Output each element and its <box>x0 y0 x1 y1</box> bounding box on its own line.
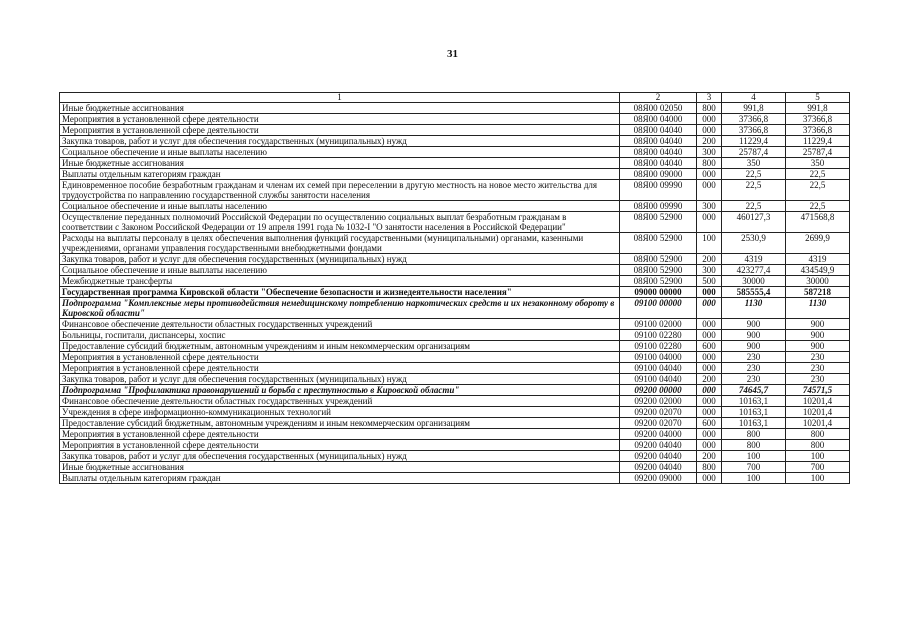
row-code: 08Я00 09000 <box>620 169 697 180</box>
row-name: Государственная программа Кировской области "Обеспечение безопасности и жизнедеятельности населения" <box>60 287 620 298</box>
row-value-2: 471568,8 <box>786 212 850 233</box>
table-row <box>60 298 850 319</box>
row-value-2: 11229,4 <box>786 136 850 147</box>
row-code: 08Я00 52900 <box>620 276 697 287</box>
row-kvr: 200 <box>697 451 722 462</box>
row-code: 09200 02070 <box>620 418 697 429</box>
table-row <box>60 440 850 451</box>
row-name: Иные бюджетные ассигнования <box>60 103 620 114</box>
row-value-2: 230 <box>786 363 850 374</box>
page-number: 31 <box>447 48 458 60</box>
row-code: 09100 04040 <box>620 363 697 374</box>
row-value-2: 4319 <box>786 254 850 265</box>
row-code: 08Я00 04040 <box>620 158 697 169</box>
row-value-1: 22,5 <box>722 180 786 201</box>
row-value-2: 100 <box>786 451 850 462</box>
row-kvr: 100 <box>697 233 722 254</box>
table-row <box>60 462 850 473</box>
row-kvr: 000 <box>697 125 722 136</box>
row-value-2: 991,8 <box>786 103 850 114</box>
row-kvr: 000 <box>697 169 722 180</box>
table-row <box>60 385 850 396</box>
row-code: 08Я00 09990 <box>620 180 697 201</box>
row-kvr: 000 <box>697 287 722 298</box>
row-code: 09100 00000 <box>620 298 697 319</box>
row-name: Социальное обеспечение и иные выплаты населению <box>60 147 620 158</box>
header-col-2: 2 <box>620 93 697 103</box>
row-code: 08Я00 52900 <box>620 233 697 254</box>
row-value-2: 10201,4 <box>786 418 850 429</box>
row-value-1: 800 <box>722 440 786 451</box>
header-col-4: 4 <box>722 93 786 103</box>
row-value-2: 100 <box>786 473 850 484</box>
row-kvr: 000 <box>697 396 722 407</box>
row-kvr: 000 <box>697 180 722 201</box>
header-col-5: 5 <box>786 93 850 103</box>
row-name: Социальное обеспечение и иные выплаты населению <box>60 201 620 212</box>
table-row <box>60 319 850 330</box>
row-name: Мероприятия в установленной сфере деятельности <box>60 363 620 374</box>
table-row <box>60 212 850 233</box>
table-body <box>60 103 850 484</box>
row-value-2: 22,5 <box>786 180 850 201</box>
row-value-1: 230 <box>722 352 786 363</box>
row-name: Финансовое обеспечение деятельности областных государственных учреждений <box>60 319 620 330</box>
row-value-1: 230 <box>722 363 786 374</box>
row-kvr: 000 <box>697 298 722 319</box>
row-value-1: 10163,1 <box>722 418 786 429</box>
row-value-1: 350 <box>722 158 786 169</box>
table-row <box>60 233 850 254</box>
row-name: Мероприятия в установленной сфере деятельности <box>60 352 620 363</box>
row-kvr: 000 <box>697 440 722 451</box>
row-name: Мероприятия в установленной сфере деятельности <box>60 429 620 440</box>
row-value-2: 22,5 <box>786 201 850 212</box>
row-value-2: 350 <box>786 158 850 169</box>
row-value-1: 230 <box>722 374 786 385</box>
row-name: Закупка товаров, работ и услуг для обеспечения государственных (муниципальных) нужд <box>60 451 620 462</box>
row-code: 09100 02000 <box>620 319 697 330</box>
row-kvr: 000 <box>697 212 722 233</box>
row-code: 09200 00000 <box>620 385 697 396</box>
row-value-2: 22,5 <box>786 169 850 180</box>
row-code: 09100 02280 <box>620 330 697 341</box>
row-value-1: 10163,1 <box>722 396 786 407</box>
row-value-2: 30000 <box>786 276 850 287</box>
row-name: Мероприятия в установленной сфере деятельности <box>60 440 620 451</box>
row-value-1: 100 <box>722 473 786 484</box>
row-kvr: 000 <box>697 114 722 125</box>
row-value-2: 434549,9 <box>786 265 850 276</box>
row-value-2: 900 <box>786 330 850 341</box>
row-name: Межбюджетные трансферты <box>60 276 620 287</box>
row-name: Закупка товаров, работ и услуг для обеспечения государственных (муниципальных) нужд <box>60 374 620 385</box>
row-value-1: 460127,3 <box>722 212 786 233</box>
table-row <box>60 396 850 407</box>
table-row <box>60 125 850 136</box>
table-row <box>60 341 850 352</box>
row-value-2: 800 <box>786 429 850 440</box>
row-value-1: 22,5 <box>722 201 786 212</box>
row-value-2: 800 <box>786 440 850 451</box>
row-name: Больницы, госпитали, диспансеры, хоспис <box>60 330 620 341</box>
row-name: Учреждения в сфере информационно-коммуникационных технологий <box>60 407 620 418</box>
table-row <box>60 169 850 180</box>
row-kvr: 800 <box>697 158 722 169</box>
row-value-1: 900 <box>722 319 786 330</box>
row-kvr: 500 <box>697 276 722 287</box>
row-code: 09200 04040 <box>620 440 697 451</box>
row-value-2: 25787,4 <box>786 147 850 158</box>
table-row <box>60 180 850 201</box>
row-value-1: 4319 <box>722 254 786 265</box>
row-kvr: 000 <box>697 319 722 330</box>
row-name: Мероприятия в установленной сфере деятельности <box>60 125 620 136</box>
row-name: Расходы на выплаты персоналу в целях обеспечения выполнения функций государственными (муниципальными) органами, казенными учреждениями, органами управления государственными внебюджетными фондами <box>60 233 620 254</box>
row-value-2: 10201,4 <box>786 407 850 418</box>
row-kvr: 300 <box>697 147 722 158</box>
row-value-1: 74645,7 <box>722 385 786 396</box>
row-code: 09100 02280 <box>620 341 697 352</box>
row-value-1: 10163,1 <box>722 407 786 418</box>
table-row <box>60 136 850 147</box>
row-name: Мероприятия в установленной сфере деятельности <box>60 114 620 125</box>
row-name: Закупка товаров, работ и услуг для обеспечения государственных (муниципальных) нужд <box>60 136 620 147</box>
row-code: 09100 04040 <box>620 374 697 385</box>
table-row <box>60 418 850 429</box>
row-value-1: 25787,4 <box>722 147 786 158</box>
row-value-2: 900 <box>786 341 850 352</box>
row-value-1: 900 <box>722 330 786 341</box>
row-value-1: 900 <box>722 341 786 352</box>
row-value-2: 900 <box>786 319 850 330</box>
row-code: 09200 02070 <box>620 407 697 418</box>
table-row <box>60 330 850 341</box>
row-kvr: 000 <box>697 429 722 440</box>
row-kvr: 800 <box>697 103 722 114</box>
row-code: 09200 04040 <box>620 451 697 462</box>
row-value-2: 700 <box>786 462 850 473</box>
row-value-2: 230 <box>786 352 850 363</box>
row-code: 08Я00 09990 <box>620 201 697 212</box>
row-kvr: 000 <box>697 363 722 374</box>
table-row <box>60 254 850 265</box>
row-code: 08Я00 52900 <box>620 254 697 265</box>
row-name: Социальное обеспечение и иные выплаты населению <box>60 265 620 276</box>
row-kvr: 800 <box>697 462 722 473</box>
row-value-1: 423277,4 <box>722 265 786 276</box>
row-kvr: 300 <box>697 201 722 212</box>
row-code: 08Я00 04000 <box>620 114 697 125</box>
row-code: 08Я00 52900 <box>620 265 697 276</box>
table-row <box>60 374 850 385</box>
row-name: Предоставление субсидий бюджетным, автономным учреждениям и иным некоммерческим организациям <box>60 341 620 352</box>
budget-table <box>59 92 850 484</box>
row-kvr: 000 <box>697 473 722 484</box>
table-row <box>60 407 850 418</box>
header-row <box>60 93 850 103</box>
row-kvr: 300 <box>697 265 722 276</box>
row-name: Выплаты отдельным категориям граждан <box>60 169 620 180</box>
row-value-2: 587218 <box>786 287 850 298</box>
row-name: Выплаты отдельным категориям граждан <box>60 473 620 484</box>
header-col-1: 1 <box>60 93 620 103</box>
row-code: 08Я00 02050 <box>620 103 697 114</box>
row-value-1: 11229,4 <box>722 136 786 147</box>
table-row <box>60 103 850 114</box>
table-row <box>60 147 850 158</box>
table-row <box>60 473 850 484</box>
row-kvr: 000 <box>697 330 722 341</box>
row-value-1: 1130 <box>722 298 786 319</box>
row-value-2: 2699,9 <box>786 233 850 254</box>
row-kvr: 600 <box>697 341 722 352</box>
table-row <box>60 276 850 287</box>
row-value-1: 585555,4 <box>722 287 786 298</box>
row-code: 09200 02000 <box>620 396 697 407</box>
table-row <box>60 451 850 462</box>
row-name: Единовременное пособие безработным гражданам и членам их семей при переселении в другую местность на новое место жительства для трудоустройства по направлению государственной службы занятости населения <box>60 180 620 201</box>
row-value-1: 37366,8 <box>722 125 786 136</box>
row-value-1: 22,5 <box>722 169 786 180</box>
table-row <box>60 265 850 276</box>
table-row <box>60 363 850 374</box>
row-kvr: 200 <box>697 254 722 265</box>
row-kvr: 000 <box>697 407 722 418</box>
row-code: 09000 00000 <box>620 287 697 298</box>
row-value-2: 1130 <box>786 298 850 319</box>
row-code: 09200 04040 <box>620 462 697 473</box>
header-col-3: 3 <box>697 93 722 103</box>
row-value-1: 2530,9 <box>722 233 786 254</box>
row-name: Иные бюджетные ассигнования <box>60 462 620 473</box>
row-code: 09200 09000 <box>620 473 697 484</box>
row-code: 08Я00 04040 <box>620 136 697 147</box>
table-row <box>60 287 850 298</box>
row-name: Предоставление субсидий бюджетным, автономным учреждениям и иным некоммерческим организациям <box>60 418 620 429</box>
row-code: 08Я00 52900 <box>620 212 697 233</box>
table-row <box>60 429 850 440</box>
table-row <box>60 201 850 212</box>
row-value-1: 991,8 <box>722 103 786 114</box>
row-value-1: 37366,8 <box>722 114 786 125</box>
table-row <box>60 114 850 125</box>
row-kvr: 000 <box>697 385 722 396</box>
row-kvr: 600 <box>697 418 722 429</box>
row-name: Закупка товаров, работ и услуг для обеспечения государственных (муниципальных) нужд <box>60 254 620 265</box>
table-row <box>60 352 850 363</box>
row-value-1: 100 <box>722 451 786 462</box>
row-value-2: 74571,5 <box>786 385 850 396</box>
row-kvr: 000 <box>697 352 722 363</box>
row-kvr: 200 <box>697 136 722 147</box>
row-code: 08Я00 04040 <box>620 125 697 136</box>
row-value-1: 800 <box>722 429 786 440</box>
row-value-2: 230 <box>786 374 850 385</box>
row-code: 09200 04000 <box>620 429 697 440</box>
row-name: Финансовое обеспечение деятельности областных государственных учреждений <box>60 396 620 407</box>
row-kvr: 200 <box>697 374 722 385</box>
row-value-2: 10201,4 <box>786 396 850 407</box>
row-name: Подпрограмма "Профилактика правонарушений и борьба с преступностью в Кировской области" <box>60 385 620 396</box>
row-code: 09100 04000 <box>620 352 697 363</box>
row-value-2: 37366,8 <box>786 125 850 136</box>
row-name: Подпрограмма "Комплексные меры противодействия немедицинскому потреблению наркотических средств и их незаконному обороту в Кировской области" <box>60 298 620 319</box>
row-code: 08Я00 04040 <box>620 147 697 158</box>
row-value-2: 37366,8 <box>786 114 850 125</box>
row-name: Иные бюджетные ассигнования <box>60 158 620 169</box>
row-value-1: 30000 <box>722 276 786 287</box>
row-value-1: 700 <box>722 462 786 473</box>
table-row <box>60 158 850 169</box>
row-name: Осуществление переданных полномочий Российской Федерации по осуществлению социальных выплат безработным гражданам в соответствии с Законом Российской Федерации от 19 апреля 1991 года № 1032-I "О занятости населения в Российской Федерации" <box>60 212 620 233</box>
